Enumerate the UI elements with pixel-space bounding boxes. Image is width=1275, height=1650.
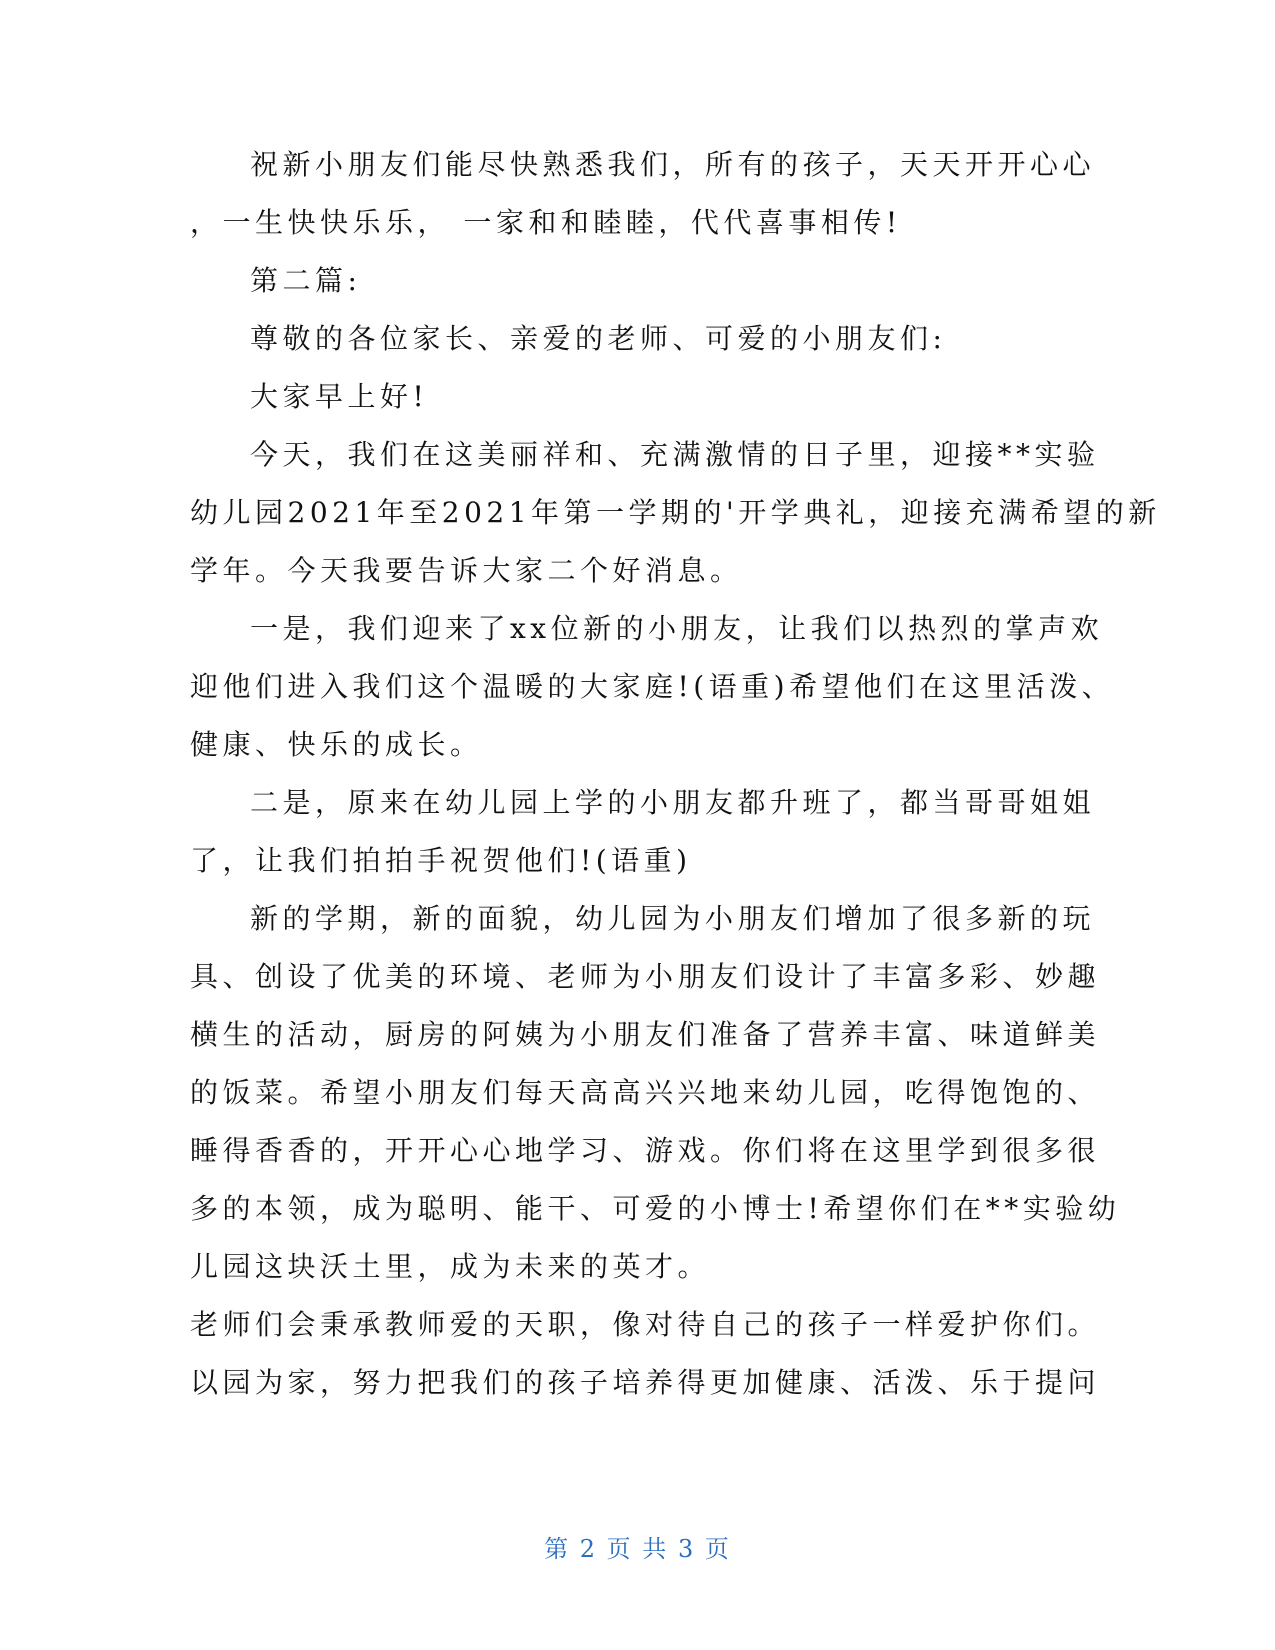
paragraph-line: 祝新小朋友们能尽快熟悉我们，所有的孩子，天天开开心心 [250,148,1096,181]
paragraph-line: 学年。今天我要告诉大家二个好消息。 [190,554,743,587]
paragraph-line: 了，让我们拍拍手祝贺他们!(语重) [190,844,692,877]
paragraph-line: 横生的活动，厨房的阿姨为小朋友们准备了营养丰富、味道鲜美 [190,1018,1101,1051]
section-heading: 第二篇: [250,264,362,297]
greeting-line: 大家早上好! [250,380,429,413]
paragraph-line: 新的学期，新的面貌，幼儿园为小朋友们增加了很多新的玩 [250,902,1096,935]
paragraph-line: 健康、快乐的成长。 [190,728,483,761]
paragraph-line: 睡得香香的，开开心心地学习、游戏。你们将在这里学到很多很 [190,1134,1101,1167]
salutation-line: 尊敬的各位家长、亲爱的老师、可爱的小朋友们: [250,322,947,355]
paragraph-line: 的饭菜。希望小朋友们每天高高兴兴地来幼儿园，吃得饱饱的、 [190,1076,1101,1109]
paragraph-line: 老师们会秉承教师爱的天职，像对待自己的孩子一样爱护你们。 [190,1308,1101,1341]
paragraph-line: 幼儿园2021年至2021年第一学期的'开学典礼，迎接充满希望的新 [190,496,1161,529]
paragraph-line: 多的本领，成为聪明、能干、可爱的小博士!希望你们在**实验幼 [190,1192,1121,1225]
paragraph-line: 以园为家，努力把我们的孩子培养得更加健康、活泼、乐于提问 [190,1366,1101,1399]
paragraph-line: 儿园这块沃土里，成为未来的英才。 [190,1250,711,1283]
paragraph-line: ，一生快快乐乐， 一家和和睦睦，代代喜事相传! [190,206,902,239]
paragraph-line: 具、创设了优美的环境、老师为小朋友们设计了丰富多彩、妙趣 [190,960,1101,993]
page-number-footer: 第 2 页 共 3 页 [544,1535,731,1563]
paragraph-line: 迎他们进入我们这个温暖的大家庭!(语重)希望他们在这里活泼、 [190,670,1115,703]
paragraph-line: 一是，我们迎来了xx位新的小朋友，让我们以热烈的掌声欢 [250,612,1104,645]
paragraph-line: 二是，原来在幼儿园上学的小朋友都升班了，都当哥哥姐姐 [250,786,1096,819]
paragraph-line: 今天，我们在这美丽祥和、充满激情的日子里，迎接**实验 [250,438,1100,471]
